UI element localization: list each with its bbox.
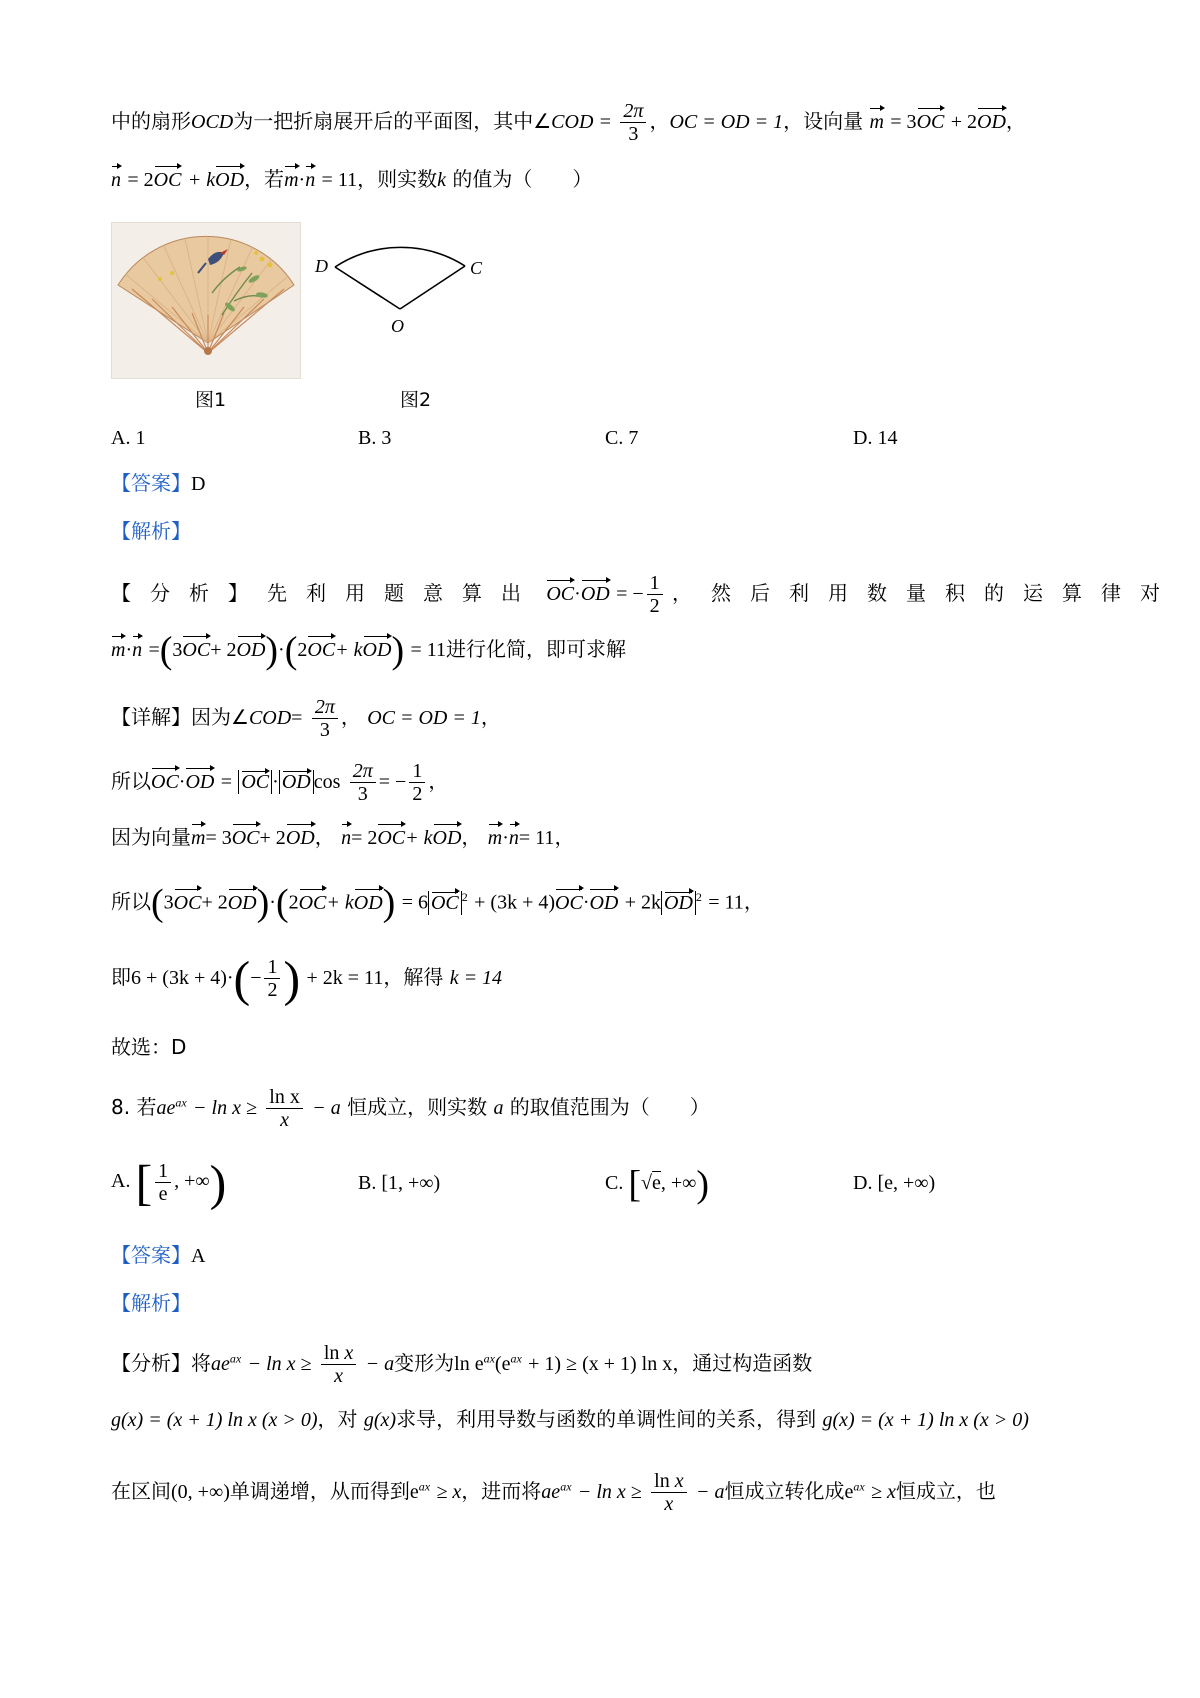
- text: 所以: [111, 769, 151, 793]
- q7-detail-line3: 因为向量m= 3OC+ 2OD， n= 2OC+ kOD， m·n= 11，: [111, 822, 1089, 853]
- answer-value: A: [191, 1245, 206, 1267]
- text: + k: [187, 169, 216, 191]
- text: = 2: [127, 169, 154, 191]
- text: = 6: [401, 891, 428, 914]
- answer-value: D: [191, 473, 206, 495]
- q8-option-a: A. [ $\frac{1}{e}$ , +∞): [111, 1154, 227, 1211]
- q7-detail-line2: 所以OC·OD = OC · OD cos $\frac{2\pi}{3}$ = − $\frac{1}{2}$ ，: [111, 760, 449, 805]
- text: ，若: [244, 167, 285, 191]
- q7-analysis-tag: [111, 516, 1089, 546]
- q8-fenxi-line2: g(x) = (x + 1) ln x (x > 0)，对 g(x)求导，利用导数与函数的单调性间的关系，得到 g(x) = (x + 1) ln x (x > 0): [111, 1407, 1029, 1431]
- vector-n: n: [305, 165, 315, 195]
- q8-fenxi-line3: 在区间(0, +∞)单调递增，从而得到$e^{ax} \ge x$，进而将$ae^{ax} - \ln x$ ≥ $\frac{\text{ln x}}{x}$ − a恒成立转化成$e^{ax} \ge x$恒成立，也: [111, 1470, 996, 1515]
- vector-oc: OC: [917, 107, 945, 137]
- q7-line1: 中的扇形OCD为一把折扇展开后的平面图，其中∠COD = $\frac{2\pi}{3}$ ，OC = OD = 1，设向量 m = 3OC + 2OD，: [111, 100, 1026, 145]
- q7-detail-line1: 【详解】因为∠COD= $\frac{2\pi}{3}$ ， OC = OD = 1，: [111, 696, 501, 741]
- vector-od: OD: [977, 107, 1006, 137]
- analysis-tag: 【解析】: [111, 1291, 191, 1315]
- text: 恒成立，则实数: [347, 1095, 488, 1119]
- q7-detail-line4: 所以(3OC+ 2OD)·(2OC+ kOD) = 6 OC $^2$ + (3k + 4)OC·OD + 2k OD $^2$ = 11，: [111, 882, 764, 925]
- radius-od: [335, 267, 400, 309]
- text: ，则实数: [357, 167, 438, 191]
- q7-final-choice: [111, 1032, 1089, 1062]
- q8-fenxi-line1: 【分析】将$ae^{ax} - \ln x$ ≥ $\frac{\text{ln x}}{x}$ − a变形为$\ln e^{ax}(e^{ax} + 1) \ge (x + 1)$ ln x，通过构造函数: [111, 1342, 813, 1387]
- q7-option-d: D. 14: [853, 427, 898, 449]
- q8-analysis-tag: [111, 1288, 1089, 1318]
- figure2-caption: 图2: [400, 389, 432, 411]
- text: 所以: [111, 889, 151, 914]
- text: 单调递增，从而得到: [229, 1479, 410, 1503]
- sector-ocd-diagram: [305, 226, 525, 366]
- q8-option-b: B. [1, +∞): [358, 1172, 441, 1194]
- text: ，然后利用数量积的运算律对: [672, 581, 1179, 605]
- text: + 2k = 11: [306, 967, 384, 989]
- q7-line2: n = 2OC + kOD，若m·n = 11，则实数k 的值为（ ）: [111, 164, 1089, 195]
- text: cos: [313, 771, 341, 793]
- text: 变形为: [394, 1351, 455, 1375]
- text: ，对: [317, 1407, 358, 1431]
- text: OCD: [191, 111, 234, 133]
- text: ，: [649, 109, 670, 133]
- vector-n: n: [111, 165, 121, 195]
- text: COD: [551, 111, 594, 133]
- fraction-2pi-3: $\frac{2\pi}{3}$: [620, 100, 646, 145]
- q7-answer: [111, 468, 1089, 499]
- vector-od: OD: [215, 165, 244, 195]
- text: 6 + (3k + 4)·: [131, 967, 234, 989]
- answer-tag: 【答案】: [111, 1243, 191, 1267]
- q8-answer: [111, 1240, 1089, 1271]
- text: 中的扇形: [111, 109, 191, 133]
- q7-option-a: A. 1: [111, 427, 146, 449]
- text: 求导，利用导数与函数的单调性间的关系，得到: [396, 1407, 817, 1431]
- q7-fenxi-line1: 【分析】先利用题意算出 OC·OD = − $\frac{1}{2}$ ，然后利用数量积的运算律对: [111, 572, 1179, 617]
- text: 因为向量: [111, 825, 191, 849]
- fraction-half: $\frac{1}{2}$: [647, 572, 663, 617]
- label-c: C: [470, 258, 483, 278]
- text: ，设向量: [783, 109, 864, 133]
- text: k: [437, 169, 446, 191]
- text: =: [599, 111, 612, 133]
- text: ，解得: [383, 965, 444, 989]
- text: 为一把折扇展开后的平面图，其中∠: [233, 109, 552, 133]
- q7-option-c: C. 7: [605, 427, 639, 449]
- analysis-tag: 【解析】: [111, 519, 191, 543]
- q8-stem: 8. 若$ae^{ax} - \ln x$ ≥ $\frac{\text{ln x}}{x}$ − a 恒成立，则实数 a 的取值范围为（ ）: [111, 1086, 710, 1131]
- text: 即: [111, 965, 131, 989]
- text: 的取值范围为（ ）: [509, 1095, 710, 1119]
- arc-cd: [335, 247, 465, 267]
- text: = 11: [708, 891, 744, 914]
- text: 恒成立，也: [895, 1479, 996, 1503]
- q8-option-d: D. [e, +∞): [853, 1172, 936, 1194]
- answer-tag: 【答案】: [111, 471, 191, 495]
- fan-illustration: [112, 223, 300, 378]
- text: = 3: [890, 111, 917, 133]
- vector-oc: OC: [154, 165, 182, 195]
- label-d: D: [315, 256, 328, 276]
- radius-oc: [400, 266, 465, 309]
- text: = 11: [321, 169, 358, 191]
- text: 故选：D: [111, 1035, 187, 1059]
- vector-m: m: [869, 107, 883, 137]
- q7-option-b: B. 3: [358, 427, 392, 449]
- q7-fenxi-line2: m·n =(3OC+ 2OD)·(2OC+ kOD) = 11进行化简，即可求解: [111, 629, 626, 672]
- text: ，进而将: [461, 1479, 542, 1503]
- q7-detail-line5: 即6 + (3k + 4)·(− $\frac{1}{2}$ ) + 2k = 11，解得 k = 14: [111, 950, 503, 1007]
- text: + 2k: [624, 891, 662, 914]
- text: k = 14: [449, 967, 503, 989]
- q8-option-c: C. [√e, +∞): [605, 1163, 710, 1206]
- text: + 2: [950, 111, 977, 133]
- text: ，通过构造函数: [672, 1351, 813, 1375]
- figure1-caption: 图1: [195, 389, 227, 411]
- text: 【分析】先利用题意算出: [111, 581, 540, 605]
- text: 的值为（ ）: [452, 167, 593, 191]
- text: 进行化简，即可求解: [446, 637, 626, 661]
- text: 8. 若: [111, 1095, 157, 1119]
- vector-m: m: [284, 165, 298, 195]
- text: 【分析】将: [111, 1351, 211, 1375]
- text: + (3k + 4): [474, 891, 556, 914]
- text: 恒成立转化成: [724, 1479, 845, 1503]
- label-o: O: [391, 316, 404, 336]
- text: 在区间: [111, 1479, 171, 1503]
- text: OC = OD = 1: [669, 111, 784, 133]
- folding-fan-image: [111, 222, 301, 379]
- text: 【详解】因为∠: [111, 705, 249, 729]
